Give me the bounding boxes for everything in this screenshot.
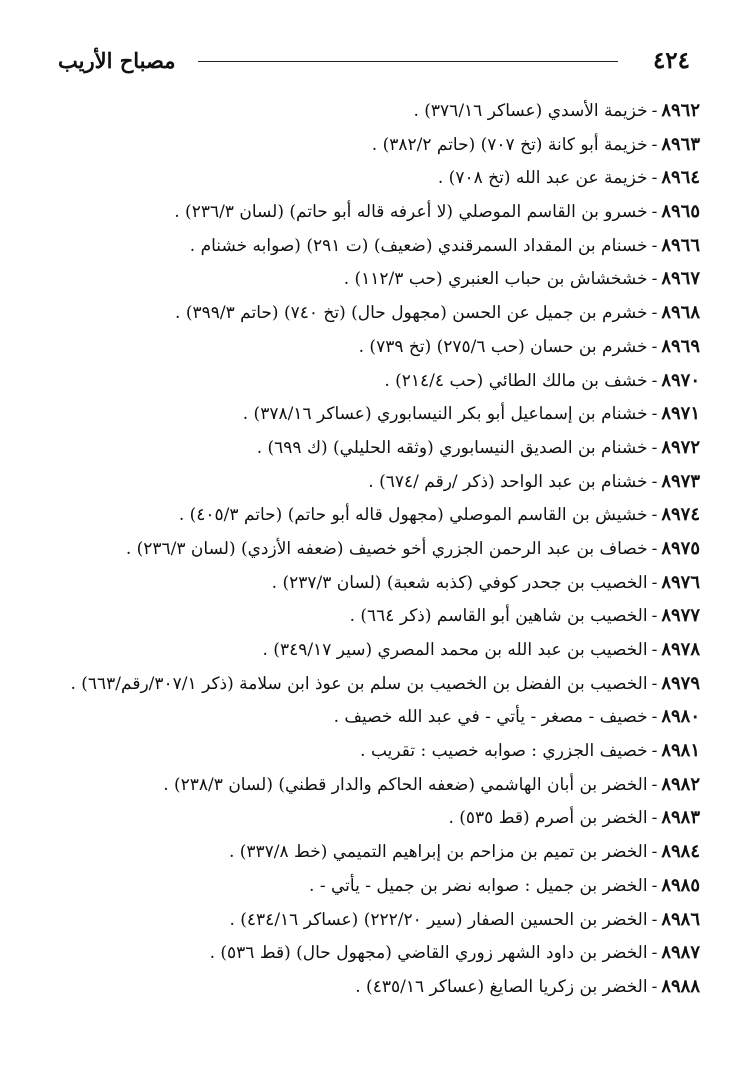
entry-text: خشرم بن جميل عن الحسن (مجهول حال) (تخ ٧٤٠) (حاتم ٣٩٩/٣) .: [175, 303, 648, 324]
list-item: [20, 903, 700, 937]
entry-number: ٨٩٧٢: [661, 436, 700, 458]
page-header: [58, 44, 690, 78]
list-item: [20, 397, 700, 431]
list-item: [20, 161, 700, 195]
list-item: [20, 734, 700, 768]
list-item: [20, 262, 700, 296]
entry-list: [20, 94, 700, 1004]
entry-number: ٨٩٦٣: [661, 133, 700, 155]
entry-dash: -: [651, 741, 658, 762]
entry-dash: -: [651, 269, 658, 290]
entry-dash: -: [651, 101, 658, 121]
list-item: [20, 195, 700, 229]
entry-number: ٨٩٨٠: [661, 706, 700, 728]
entry-dash: -: [651, 370, 658, 391]
entry-number: ٨٩٨٨: [661, 975, 700, 997]
entry-text: الخضر بن جميل : صوابه نضر بن جميل - يأتي - .: [309, 875, 648, 896]
list-item: [20, 970, 700, 1004]
header-rule: [198, 61, 618, 62]
entry-dash: -: [651, 168, 658, 189]
entry-text: خشنام بن عبد الواحد (ذكر /رقم /٦٧٤) .: [368, 471, 648, 492]
list-item: [20, 801, 700, 835]
entry-number: ٨٩٨٥: [661, 874, 700, 896]
list-item: [20, 869, 700, 903]
list-item: [20, 835, 700, 869]
entry-number: ٨٩٦٤: [661, 167, 700, 189]
entry-dash: -: [651, 774, 658, 795]
entry-dash: -: [651, 976, 658, 997]
entry-number: ٨٩٦٢: [661, 100, 700, 121]
list-item: [20, 431, 700, 465]
list-item: [20, 94, 700, 128]
entry-dash: -: [651, 505, 658, 526]
entry-dash: -: [651, 943, 658, 964]
entry-number: ٨٩٨٤: [661, 841, 700, 863]
entry-text: خصاف بن عبد الرحمن الجزري أخو خصيف (ضعفه الأزدي) (لسان ٢٣٦/٣) .: [125, 538, 648, 559]
entry-text: خشخشاش بن حباب العنبري (حب ١١٢/٣) .: [343, 269, 648, 290]
entry-number: ٨٩٦٧: [661, 268, 700, 290]
list-item: [20, 128, 700, 162]
list-item: [20, 498, 700, 532]
entry-text: الخصيب بن جحدر كوفي (كذبه شعبة) (لسان ٢٣٧/٣) .: [271, 572, 648, 593]
list-item: [20, 768, 700, 802]
entry-text: الخصيب بن شاهين أبو القاسم (ذكر ٦٦٤) .: [349, 606, 648, 627]
entry-number: ٨٩٦٩: [661, 335, 700, 357]
entry-dash: -: [651, 572, 658, 593]
entry-number: ٨٩٧٩: [661, 672, 700, 694]
entry-text: الخضر بن أبان الهاشمي (ضعفه الحاكم والدار قطني) (لسان ٢٣٨/٣) .: [163, 774, 648, 795]
list-item: [20, 633, 700, 667]
entry-dash: -: [651, 336, 658, 357]
entry-dash: -: [651, 673, 658, 694]
entry-number: ٨٩٨١: [661, 740, 700, 762]
entry-dash: -: [651, 235, 658, 256]
entry-number: ٨٩٨٦: [661, 908, 700, 930]
entry-text: خشيش بن القاسم الموصلي (مجهول قاله أبو حاتم) (حاتم ٤٠٥/٣) .: [178, 505, 648, 526]
entry-text: الخضر بن أصرم (قط ٥٣٥) .: [448, 808, 648, 829]
entry-dash: -: [651, 875, 658, 896]
entry-text: خشنام بن إسماعيل أبو بكر النيسابوري (عساكر ٣٧٨/١٦) .: [242, 404, 648, 425]
entry-text: الخضر بن زكريا الصايغ (عساكر ٤٣٥/١٦) .: [355, 976, 648, 997]
entry-text: خسرو بن القاسم الموصلي (لا أعرفه قاله أبو حاتم) (لسان ٢٣٦/٣) .: [174, 202, 648, 223]
entry-text: خشنام بن الصديق النيسابوري (وثقه الحليلي) (ك ٦٩٩) .: [256, 437, 648, 458]
entry-dash: -: [651, 134, 658, 155]
entry-number: ٨٩٧١: [661, 403, 700, 425]
entry-dash: -: [651, 640, 658, 660]
entry-text: الخضر بن الحسين الصفار (سير ٢٢٢/٢٠) (عساكر ٤٣٤/١٦) .: [229, 909, 648, 930]
entry-dash: -: [651, 606, 658, 627]
entry-dash: -: [651, 842, 658, 863]
entry-text: خشف بن مالك الطائي (حب ٢١٤/٤) .: [384, 370, 648, 391]
entry-dash: -: [651, 707, 658, 728]
entry-dash: -: [651, 404, 658, 425]
book-title: مصباح الأريب: [58, 48, 176, 73]
entry-number: ٨٩٦٥: [661, 201, 700, 223]
list-item: [20, 296, 700, 330]
page-number: ٤٢٤: [652, 47, 690, 74]
entry-text: الخضر بن داود الشهر زوري القاضي (مجهول حال) (قط ٥٣٦) .: [209, 943, 648, 964]
entry-number: ٨٩٦٨: [661, 302, 700, 324]
list-item: [20, 465, 700, 499]
list-item: [20, 364, 700, 398]
entry-number: ٨٩٧٥: [661, 537, 700, 559]
entry-dash: -: [651, 808, 658, 829]
entry-number: ٨٩٧٨: [661, 639, 700, 660]
entry-dash: -: [651, 437, 658, 458]
entry-text: الخصيب بن عبد الله بن محمد المصري (سير ٣٤٩/١٧) .: [262, 640, 648, 660]
entry-text: خزيمة الأسدي (عساكر ٣٧٦/١٦) .: [413, 101, 648, 121]
entry-text: خصيف الجزري : صوابه خصيب : تقريب .: [360, 741, 648, 762]
list-item: [20, 532, 700, 566]
entry-dash: -: [651, 538, 658, 559]
entry-text: خزيمة عن عبد الله (تخ ٧٠٨) .: [437, 168, 648, 189]
list-item: [20, 936, 700, 970]
entry-number: ٨٩٦٦: [661, 234, 700, 256]
entry-number: ٨٩٨٢: [661, 773, 700, 795]
list-item: [20, 229, 700, 263]
entry-text: خسنام بن المقداد السمرقندي (ضعيف) (ت ٢٩١) (صوابه خشنام .: [189, 235, 648, 256]
entry-number: ٨٩٧٤: [661, 504, 700, 526]
entry-number: ٨٩٧٠: [661, 369, 700, 391]
entry-number: ٨٩٧٣: [661, 470, 700, 492]
entry-number: ٨٩٨٣: [661, 807, 700, 829]
list-item: [20, 330, 700, 364]
entry-number: ٨٩٨٧: [661, 942, 700, 964]
entry-number: ٨٩٧٦: [661, 571, 700, 593]
entry-dash: -: [651, 202, 658, 223]
list-item: [20, 700, 700, 734]
entry-text: الخضر بن تميم بن مزاحم بن إبراهيم التميمي (خط ٣٣٧/٨) .: [228, 842, 648, 863]
entry-text: الخصيب بن الفضل بن الخصيب بن سلم بن عوذ ابن سلامة (ذكر ٣٠٧/١/رقم/٦٦٣) .: [70, 673, 648, 694]
entry-dash: -: [651, 303, 658, 324]
entry-text: خصيف - مصغر - يأتي - في عبد الله خصيف .: [333, 707, 648, 728]
list-item: [20, 667, 700, 701]
list-item: [20, 599, 700, 633]
entry-text: خشرم بن حسان (حب ٢٧٥/٦) (تخ ٧٣٩) .: [358, 336, 648, 357]
entry-text: خزيمة أبو كانة (تخ ٧٠٧) (حاتم ٣٨٢/٢) .: [371, 134, 648, 155]
entry-number: ٨٩٧٧: [661, 605, 700, 627]
entry-dash: -: [651, 909, 658, 930]
entry-dash: -: [651, 471, 658, 492]
list-item: [20, 566, 700, 600]
